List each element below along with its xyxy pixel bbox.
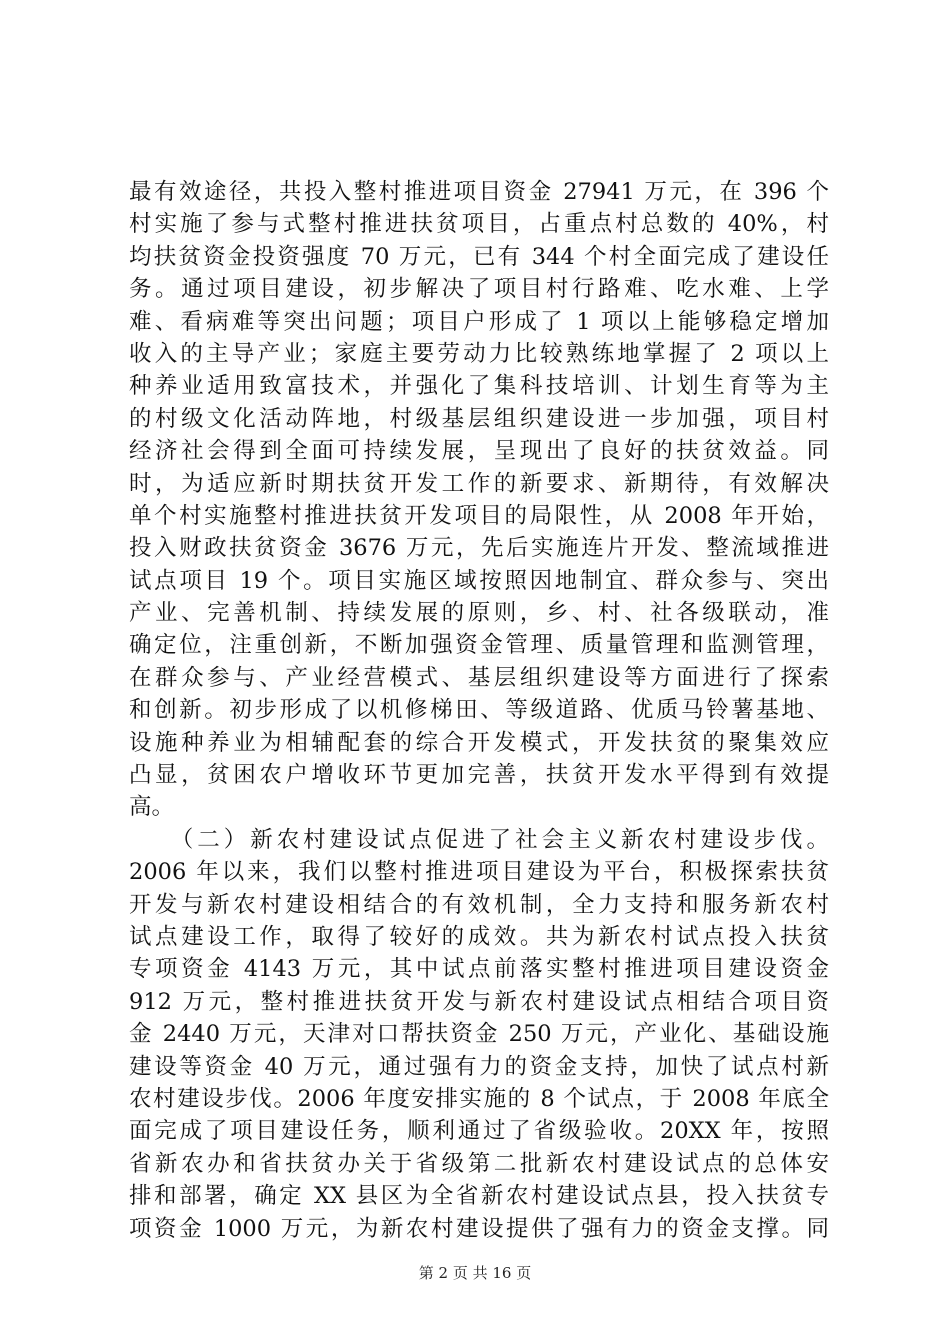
text-line: 难、看病难等突出问题；项目户形成了 1 项以上能够稳定增加 bbox=[129, 308, 829, 335]
text-line: 排和部署，确定 XX 县区为全省新农村建设试点县，投入扶贫专 bbox=[129, 1183, 829, 1210]
text-line: 开发与新农村建设相结合的有效机制，全力支持和服务新农村 bbox=[129, 891, 829, 918]
text-line: 产业、完善机制、持续发展的原则，乡、村、社各级联动，准 bbox=[129, 600, 829, 627]
text-line: 省新农办和省扶贫办关于省级第二批新农村建设试点的总体安 bbox=[129, 1150, 829, 1177]
text-line: （二）新农村建设试点促进了社会主义新农村建设步伐。 bbox=[129, 826, 829, 853]
text-line: 收入的主导产业；家庭主要劳动力比较熟练地掌握了 2 项以上 bbox=[129, 340, 829, 367]
text-line: 项资金 1000 万元，为新农村建设提供了强有力的资金支撑。同 bbox=[129, 1215, 829, 1242]
text-line: 试点项目 19 个。项目实施区域按照因地制宜、群众参与、突出 bbox=[129, 567, 829, 594]
text-line: 农村建设步伐。2006 年度安排实施的 8 个试点，于 2008 年底全 bbox=[129, 1085, 829, 1112]
text-line: 单个村实施整村推进扶贫开发项目的局限性，从 2008 年开始， bbox=[129, 502, 829, 529]
text-line: 设施种养业为相辅配套的综合开发模式，开发扶贫的聚集效应 bbox=[129, 729, 829, 756]
text-line: 金 2440 万元，天津对口帮扶资金 250 万元，产业化、基础设施 bbox=[129, 1021, 829, 1048]
text-line: 凸显，贫困农户增收环节更加完善，扶贫开发水平得到有效提 bbox=[129, 762, 829, 789]
text-line: 均扶贫资金投资强度 70 万元，已有 344 个村全面完成了建设任 bbox=[129, 243, 829, 270]
text-line: 种养业适用致富技术，并强化了集科技培训、计划生育等为主 bbox=[129, 373, 829, 400]
body-text bbox=[129, 176, 829, 1245]
text-line: 最有效途径，共投入整村推进项目资金 27941 万元，在 396 个 bbox=[129, 179, 829, 205]
text-line: 和创新。初步形成了以机修梯田、等级道路、优质马铃薯基地、 bbox=[129, 697, 829, 724]
text-line: 时，为适应新时期扶贫开发工作的新要求、新期待，有效解决 bbox=[129, 470, 829, 497]
text-line: 经济社会得到全面可持续发展，呈现出了良好的扶贫效益。同 bbox=[129, 438, 829, 465]
text-line: 专项资金 4143 万元，其中试点前落实整村推进项目建设资金 bbox=[129, 956, 829, 983]
text-line: 912 万元，整村推进扶贫开发与新农村建设试点相结合项目资 bbox=[129, 988, 829, 1015]
text-line: 高。 bbox=[129, 794, 175, 821]
text-line: 在群众参与、产业经营模式、基层组织建设等方面进行了探索 bbox=[129, 664, 829, 691]
text-line: 建设等资金 40 万元，通过强有力的资金支持，加快了试点村新 bbox=[129, 1053, 829, 1080]
page-footer: 第 2 页 共 16 页 bbox=[418, 1264, 532, 1282]
text-line: 的村级文化活动阵地，村级基层组织建设进一步加强，项目村 bbox=[129, 405, 829, 432]
text-line: 村实施了参与式整村推进扶贫项目，占重点村总数的 40%，村 bbox=[129, 211, 829, 238]
text-line: 务。通过项目建设，初步解决了项目村行路难、吃水难、上学 bbox=[129, 276, 829, 303]
text-line: 确定位，注重创新，不断加强资金管理、质量管理和监测管理， bbox=[129, 632, 829, 659]
text-line: 投入财政扶贫资金 3676 万元，先后实施连片开发、整流域推进 bbox=[129, 535, 829, 562]
text-line: 面完成了项目建设任务，顺利通过了省级验收。20XX 年，按照 bbox=[129, 1118, 829, 1145]
text-line: 试点建设工作，取得了较好的成效。共为新农村试点投入扶贫 bbox=[129, 923, 829, 950]
text-line: 2006 年以来，我们以整村推进项目建设为平台，积极探索扶贫 bbox=[129, 859, 829, 886]
